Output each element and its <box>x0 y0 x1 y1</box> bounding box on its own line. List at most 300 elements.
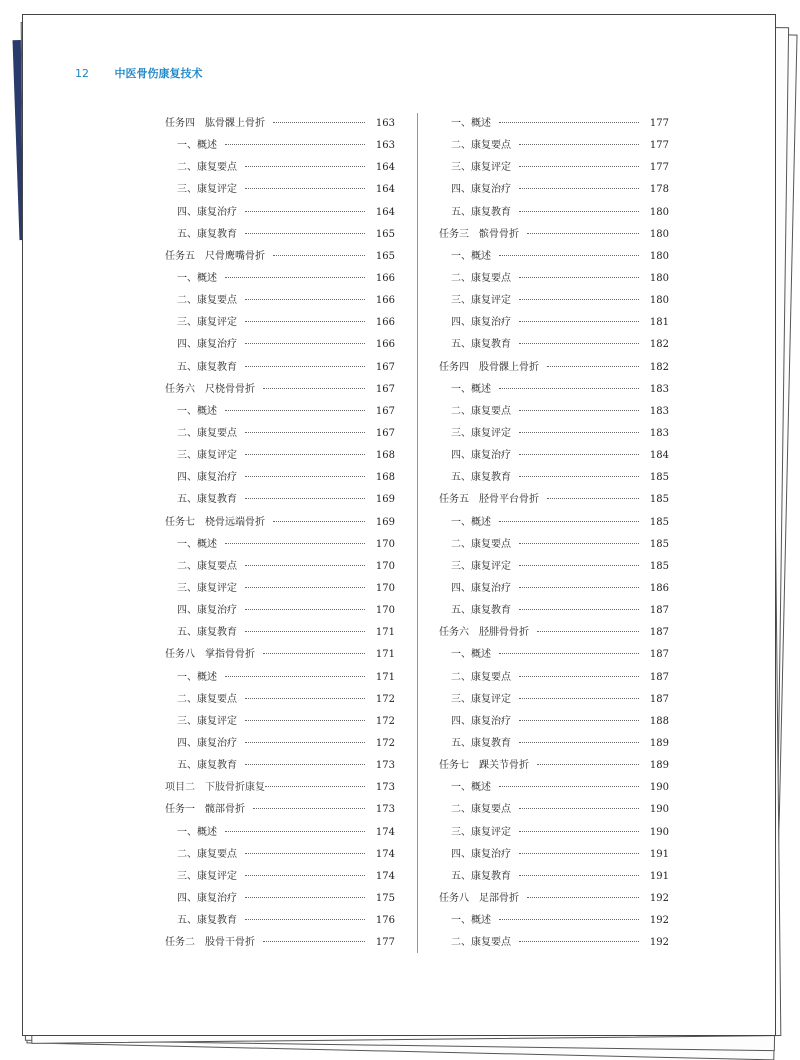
toc-entry-title: 一、概述 <box>177 538 217 550</box>
dot-leader <box>547 366 639 367</box>
toc-item-entry[interactable] <box>165 910 395 932</box>
toc-entry-page: 167 <box>375 361 395 373</box>
toc-entry-page: 168 <box>375 450 395 462</box>
toc-entry-title: 三、康复评定 <box>177 582 237 594</box>
dot-leader <box>225 543 365 544</box>
toc-entry-title: 一、概述 <box>177 140 217 152</box>
toc-entry-page: 177 <box>649 162 669 174</box>
toc-entry-title: 一、概述 <box>177 671 217 683</box>
toc-entry-page: 165 <box>375 250 395 262</box>
toc-entry-title: 五、康复教育 <box>451 737 511 749</box>
toc-entry-title: 四、康复治疗 <box>177 605 237 617</box>
toc-task-entry[interactable] <box>165 113 395 135</box>
toc-item-entry[interactable] <box>439 844 669 866</box>
toc-entry-title: 四、康复治疗 <box>451 184 511 196</box>
toc-entry-page: 189 <box>649 737 669 749</box>
toc-item-entry[interactable] <box>165 600 395 622</box>
toc-item-entry[interactable] <box>165 755 395 777</box>
toc-entry-page: 164 <box>375 206 395 218</box>
toc-entry-page: 166 <box>375 295 395 307</box>
toc-entry-page: 163 <box>375 140 395 152</box>
dot-leader <box>245 321 365 322</box>
dot-leader <box>519 188 639 189</box>
toc-entry-page: 167 <box>375 427 395 439</box>
dot-leader <box>499 786 639 787</box>
toc-entry-title: 四、康复治疗 <box>177 737 237 749</box>
toc-item-entry[interactable] <box>165 534 395 556</box>
dot-leader <box>499 255 639 256</box>
toc-entry-title: 五、康复教育 <box>451 472 511 484</box>
toc-item-entry[interactable] <box>439 179 669 201</box>
toc-item-entry[interactable] <box>439 512 669 534</box>
toc-entry-title: 二、康复要点 <box>451 140 511 152</box>
toc-entry-page: 166 <box>375 339 395 351</box>
toc-item-entry[interactable] <box>439 534 669 556</box>
dot-leader <box>537 631 639 632</box>
toc-entry-title: 任务五 胫骨平台骨折 <box>439 494 539 506</box>
toc-item-entry[interactable] <box>439 268 669 290</box>
toc-task-entry[interactable] <box>165 379 395 401</box>
toc-entry-title: 二、康复要点 <box>177 848 237 860</box>
toc-entry-title: 任务八 足部骨折 <box>439 892 519 904</box>
dot-leader <box>245 919 365 920</box>
toc-item-entry[interactable] <box>439 312 669 334</box>
toc-item-entry[interactable] <box>165 423 395 445</box>
dot-leader <box>527 897 639 898</box>
toc-item-entry[interactable] <box>439 157 669 179</box>
toc-item-entry[interactable] <box>439 113 669 135</box>
toc-entry-page: 185 <box>649 538 669 550</box>
toc-entry-title: 四、康复治疗 <box>177 472 237 484</box>
toc-item-entry[interactable] <box>165 711 395 733</box>
toc-entry-page: 174 <box>375 870 395 882</box>
dot-leader <box>245 875 365 876</box>
dot-leader <box>519 853 639 854</box>
toc-entry-page: 170 <box>375 605 395 617</box>
dot-leader <box>245 853 365 854</box>
toc-entry-title: 三、康复评定 <box>177 184 237 196</box>
toc-entry-title: 二、康复要点 <box>177 560 237 572</box>
dot-leader <box>245 609 365 610</box>
toc-entry-page: 180 <box>649 228 669 240</box>
toc-entry-title: 一、概述 <box>451 250 491 262</box>
toc-task-entry[interactable] <box>439 224 669 246</box>
toc-entry-title: 一、概述 <box>451 118 491 129</box>
dot-leader <box>519 565 639 566</box>
toc-entry-page: 187 <box>649 649 669 661</box>
toc-entry-page: 185 <box>649 516 669 528</box>
toc-entry-title: 二、康复要点 <box>451 405 511 417</box>
toc-entry-page: 169 <box>375 516 395 528</box>
toc-item-entry[interactable] <box>165 157 395 179</box>
toc-item-entry[interactable] <box>165 844 395 866</box>
toc-item-entry[interactable] <box>439 799 669 821</box>
toc-item-entry[interactable] <box>439 401 669 423</box>
toc-item-entry[interactable] <box>439 644 669 666</box>
toc-item-entry[interactable] <box>165 135 395 157</box>
toc-item-entry[interactable] <box>165 622 395 644</box>
toc-entry-page: 171 <box>375 671 395 683</box>
toc-entry-page: 186 <box>649 582 669 594</box>
toc-task-entry[interactable] <box>165 932 395 954</box>
toc-entry-page: 168 <box>375 472 395 484</box>
toc-entry-title: 任务一 髋部骨折 <box>165 804 245 816</box>
dot-leader <box>519 321 639 322</box>
dot-leader <box>527 233 639 234</box>
dot-leader <box>519 720 639 721</box>
toc-entry-page: 171 <box>375 649 395 661</box>
toc-item-entry[interactable] <box>439 667 669 689</box>
toc-item-entry[interactable] <box>439 910 669 932</box>
toc-item-entry[interactable] <box>439 711 669 733</box>
toc-entry-page: 185 <box>649 494 669 506</box>
toc-item-entry[interactable] <box>165 357 395 379</box>
toc-item-entry[interactable] <box>439 777 669 799</box>
toc-task-entry[interactable] <box>439 357 669 379</box>
toc-entry-page: 180 <box>649 295 669 307</box>
toc-entry-page: 183 <box>649 383 669 395</box>
toc-entry-page: 187 <box>649 693 669 705</box>
toc-entry-page: 183 <box>649 405 669 417</box>
dot-leader <box>519 676 639 677</box>
toc-task-entry[interactable] <box>439 888 669 910</box>
toc-item-entry[interactable] <box>439 600 669 622</box>
dot-leader <box>519 742 639 743</box>
toc-entry-page: 184 <box>649 450 669 462</box>
toc-entry-title: 一、概述 <box>177 826 217 838</box>
dot-leader <box>273 255 365 256</box>
toc-entry-title: 五、康复教育 <box>177 760 237 772</box>
toc-entry-title: 二、康复要点 <box>177 427 237 439</box>
toc-entry-page: 169 <box>375 494 395 506</box>
dot-leader <box>519 454 639 455</box>
toc-entry-page: 173 <box>375 804 395 816</box>
toc-item-entry[interactable] <box>165 489 395 511</box>
toc-item-entry[interactable] <box>439 733 669 755</box>
toc-item-entry[interactable] <box>165 866 395 888</box>
toc-entry-title: 任务七 踝关节骨折 <box>439 760 529 772</box>
dot-leader <box>245 897 365 898</box>
toc-entry-page: 177 <box>649 118 669 129</box>
toc-entry-title: 五、康复教育 <box>177 494 237 506</box>
toc-entry-title: 任务八 掌指骨骨折 <box>165 649 255 661</box>
dot-leader <box>519 166 639 167</box>
toc-entry-page: 174 <box>375 826 395 838</box>
toc-right-column <box>439 113 669 954</box>
toc-entry-page: 172 <box>375 737 395 749</box>
toc-entry-title: 一、概述 <box>451 516 491 528</box>
toc-task-entry[interactable] <box>165 512 395 534</box>
toc-item-entry[interactable] <box>439 822 669 844</box>
toc-item-entry[interactable] <box>439 379 669 401</box>
dot-leader <box>245 366 365 367</box>
toc-item-entry[interactable] <box>165 888 395 910</box>
dot-leader <box>263 941 365 942</box>
dot-leader <box>519 476 639 477</box>
dot-leader <box>245 432 365 433</box>
toc-entry-page: 170 <box>375 538 395 550</box>
toc-entry-title: 任务七 桡骨远端骨折 <box>165 516 265 528</box>
dot-leader <box>245 587 365 588</box>
toc-entry-page: 192 <box>649 892 669 904</box>
dot-leader <box>519 543 639 544</box>
toc-entry-title: 五、康复教育 <box>177 915 237 927</box>
toc-item-entry[interactable] <box>165 268 395 290</box>
dot-leader <box>519 211 639 212</box>
toc-entry-page: 182 <box>649 361 669 373</box>
dot-leader <box>499 521 639 522</box>
toc-entry-title: 五、康复教育 <box>451 339 511 351</box>
toc-entry-title: 五、康复教育 <box>177 228 237 240</box>
toc-entry-page: 170 <box>375 582 395 594</box>
toc-entry-page: 166 <box>375 317 395 329</box>
dot-leader <box>245 166 365 167</box>
toc-entry-title: 任务六 胫腓骨骨折 <box>439 627 529 639</box>
toc-item-entry[interactable] <box>439 578 669 600</box>
toc-entry-page: 187 <box>649 627 669 639</box>
toc-entry-page: 166 <box>375 272 395 284</box>
toc-entry-title: 三、康复评定 <box>177 715 237 727</box>
dot-leader <box>245 720 365 721</box>
toc-item-entry[interactable] <box>165 689 395 711</box>
toc-item-entry[interactable] <box>165 312 395 334</box>
toc-item-entry[interactable] <box>165 224 395 246</box>
dot-leader <box>519 808 639 809</box>
dot-leader <box>519 144 639 145</box>
dot-leader <box>245 631 365 632</box>
toc-entry-title: 任务二 股骨干骨折 <box>165 937 255 949</box>
toc-entry-title: 五、康复教育 <box>177 627 237 639</box>
dot-leader <box>519 609 639 610</box>
running-header <box>75 65 203 81</box>
dot-leader <box>519 875 639 876</box>
toc-entry-title: 二、康复要点 <box>451 272 511 284</box>
toc-entry-title: 三、康复评定 <box>451 295 511 307</box>
toc-entry-page: 189 <box>649 760 669 772</box>
toc-item-entry[interactable] <box>439 202 669 224</box>
toc-entry-title: 二、康复要点 <box>177 693 237 705</box>
dot-leader <box>253 808 365 809</box>
toc-entry-page: 182 <box>649 339 669 351</box>
toc-entry-title: 三、康复评定 <box>177 450 237 462</box>
toc-entry-page: 167 <box>375 405 395 417</box>
dot-leader <box>499 122 639 123</box>
toc-item-entry[interactable] <box>439 445 669 467</box>
toc-entry-page: 164 <box>375 184 395 196</box>
toc-entry-title: 三、康复评定 <box>451 693 511 705</box>
dot-leader <box>245 698 365 699</box>
dot-leader <box>245 742 365 743</box>
dot-leader <box>519 831 639 832</box>
toc-item-entry[interactable] <box>165 667 395 689</box>
toc-entry-page: 181 <box>649 317 669 329</box>
toc-item-entry[interactable] <box>165 290 395 312</box>
dot-leader <box>519 277 639 278</box>
toc-entry-page: 185 <box>649 472 669 484</box>
toc-entry-title: 五、康复教育 <box>451 870 511 882</box>
toc-entry-page: 165 <box>375 228 395 240</box>
dot-leader <box>519 299 639 300</box>
toc-item-entry[interactable] <box>439 689 669 711</box>
dot-leader <box>245 565 365 566</box>
toc-item-entry[interactable] <box>165 401 395 423</box>
toc-left-column <box>165 113 395 954</box>
toc-item-entry[interactable] <box>165 822 395 844</box>
toc-entry-title: 五、康复教育 <box>177 361 237 373</box>
toc-item-entry[interactable] <box>439 866 669 888</box>
toc-project-entry[interactable] <box>165 777 395 799</box>
toc-item-entry[interactable] <box>165 202 395 224</box>
toc-item-entry[interactable] <box>439 556 669 578</box>
dot-leader <box>245 188 365 189</box>
toc-entry-page: 164 <box>375 162 395 174</box>
dot-leader <box>519 698 639 699</box>
toc-entry-title: 项目二 下肢骨折康复 <box>165 782 265 794</box>
toc-entry-title: 一、概述 <box>451 782 491 794</box>
toc-item-entry[interactable] <box>439 246 669 268</box>
dot-leader <box>537 764 639 765</box>
toc-task-entry[interactable] <box>439 622 669 644</box>
toc-item-entry[interactable] <box>165 467 395 489</box>
toc-entry-page: 192 <box>649 937 669 949</box>
dot-leader <box>245 343 365 344</box>
toc-entry-title: 四、康复治疗 <box>451 715 511 727</box>
toc-entry-title: 一、概述 <box>451 649 491 661</box>
toc-entry-title: 二、康复要点 <box>177 162 237 174</box>
toc-entry-title: 任务五 尺骨鹰嘴骨折 <box>165 250 265 262</box>
column-divider <box>417 113 418 953</box>
dot-leader <box>263 388 365 389</box>
toc-item-entry[interactable] <box>165 556 395 578</box>
toc-task-entry[interactable] <box>439 489 669 511</box>
dot-leader <box>519 432 639 433</box>
toc-entry-page: 180 <box>649 250 669 262</box>
toc-entry-page: 180 <box>649 206 669 218</box>
toc-entry-page: 167 <box>375 383 395 395</box>
toc-entry-title: 四、康复治疗 <box>177 892 237 904</box>
toc-entry-title: 一、概述 <box>177 405 217 417</box>
header-book-title: 中医骨伤康复技术 <box>114 67 203 80</box>
toc-entry-page: 177 <box>375 937 395 949</box>
toc-entry-title: 二、康复要点 <box>177 295 237 307</box>
toc-item-entry[interactable] <box>165 733 395 755</box>
dot-leader <box>245 498 365 499</box>
toc-task-entry[interactable] <box>165 799 395 821</box>
toc-entry-title: 任务四 肱骨髁上骨折 <box>165 118 265 129</box>
toc-task-entry[interactable] <box>439 755 669 777</box>
toc-item-entry[interactable] <box>439 932 669 954</box>
toc-entry-page: 188 <box>649 715 669 727</box>
dot-leader <box>225 144 365 145</box>
toc-task-entry[interactable] <box>165 644 395 666</box>
toc-entry-page: 190 <box>649 826 669 838</box>
dot-leader <box>273 521 365 522</box>
dot-leader <box>265 786 365 787</box>
dot-leader <box>499 919 639 920</box>
toc-entry-page: 177 <box>649 140 669 152</box>
toc-entry-title: 任务三 髌骨骨折 <box>439 228 519 240</box>
toc-entry-page: 185 <box>649 560 669 572</box>
toc-entry-page: 191 <box>649 848 669 860</box>
dot-leader <box>225 676 365 677</box>
toc-item-entry[interactable] <box>439 290 669 312</box>
toc-entry-title: 五、康复教育 <box>451 206 511 218</box>
toc-entry-title: 五、康复教育 <box>451 605 511 617</box>
toc-entry-page: 172 <box>375 693 395 705</box>
dot-leader <box>273 122 365 123</box>
toc-item-entry[interactable] <box>165 445 395 467</box>
toc-entry-title: 二、康复要点 <box>451 937 511 949</box>
toc-entry-title: 一、概述 <box>451 383 491 395</box>
toc-entry-title: 任务六 尺桡骨骨折 <box>165 383 255 395</box>
toc-entry-page: 183 <box>649 427 669 439</box>
toc-entry-title: 三、康复评定 <box>451 826 511 838</box>
toc-entry-page: 173 <box>375 782 395 794</box>
toc-entry-title: 三、康复评定 <box>451 560 511 572</box>
dot-leader <box>245 211 365 212</box>
toc-page <box>22 14 776 1036</box>
toc-entry-title: 三、康复评定 <box>451 427 511 439</box>
header-page-number: 12 <box>75 67 89 80</box>
toc-entry-page: 171 <box>375 627 395 639</box>
toc-entry-page: 190 <box>649 804 669 816</box>
toc-entry-title: 三、康复评定 <box>177 870 237 882</box>
dot-leader <box>225 410 365 411</box>
toc-entry-title: 一、概述 <box>451 915 491 927</box>
toc-entry-page: 180 <box>649 272 669 284</box>
dot-leader <box>225 831 365 832</box>
toc-entry-title: 一、概述 <box>177 272 217 284</box>
toc-entry-title: 二、康复要点 <box>451 804 511 816</box>
toc-entry-page: 172 <box>375 715 395 727</box>
toc-item-entry[interactable] <box>439 334 669 356</box>
dot-leader <box>499 388 639 389</box>
toc-entry-title: 四、康复治疗 <box>451 582 511 594</box>
dot-leader <box>225 277 365 278</box>
dot-leader <box>519 343 639 344</box>
toc-entry-page: 190 <box>649 782 669 794</box>
dot-leader <box>519 410 639 411</box>
dot-leader <box>519 587 639 588</box>
toc-entry-title: 三、康复评定 <box>451 162 511 174</box>
toc-entry-page: 173 <box>375 760 395 772</box>
dot-leader <box>263 653 365 654</box>
toc-task-entry[interactable] <box>165 246 395 268</box>
toc-item-entry[interactable] <box>439 467 669 489</box>
dot-leader <box>519 941 639 942</box>
toc-entry-page: 174 <box>375 848 395 860</box>
toc-entry-title: 二、康复要点 <box>451 671 511 683</box>
toc-item-entry[interactable] <box>165 179 395 201</box>
toc-item-entry[interactable] <box>439 135 669 157</box>
toc-item-entry[interactable] <box>165 578 395 600</box>
toc-entry-title: 四、康复治疗 <box>451 317 511 329</box>
toc-item-entry[interactable] <box>165 334 395 356</box>
dot-leader <box>245 764 365 765</box>
toc-entry-page: 187 <box>649 605 669 617</box>
toc-entry-title: 二、康复要点 <box>451 538 511 550</box>
toc-entry-page: 178 <box>649 184 669 196</box>
toc-entry-page: 175 <box>375 892 395 904</box>
toc-entry-title: 四、康复治疗 <box>451 848 511 860</box>
toc-entry-title: 四、康复治疗 <box>177 339 237 351</box>
toc-item-entry[interactable] <box>439 423 669 445</box>
toc-entry-page: 170 <box>375 560 395 572</box>
dot-leader <box>499 653 639 654</box>
toc-entry-page: 176 <box>375 915 395 927</box>
dot-leader <box>245 233 365 234</box>
toc-entry-page: 191 <box>649 870 669 882</box>
